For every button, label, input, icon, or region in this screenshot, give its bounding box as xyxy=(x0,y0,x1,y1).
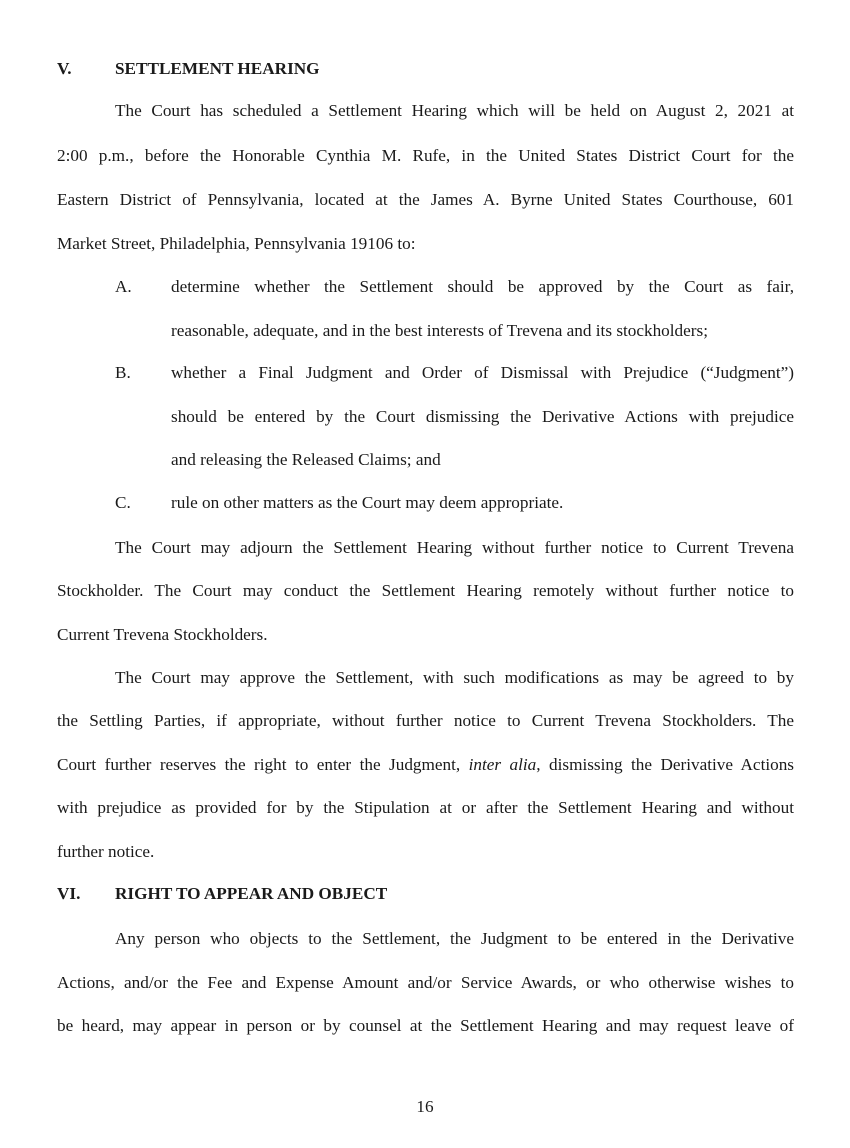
approve-paragraph-line: The Court may approve the Settlement, with such modifications as may be agreed to by xyxy=(115,668,794,687)
list-item-letter: C. xyxy=(115,493,131,512)
list-item-letter: B. xyxy=(115,363,131,382)
approve-paragraph-line xyxy=(57,755,794,775)
inter-alia-italic: inter alia xyxy=(468,755,537,774)
approve-paragraph-line: further notice. xyxy=(57,842,155,861)
section-title: SETTLEMENT HEARING xyxy=(115,59,320,78)
page-number: 16 xyxy=(416,1097,434,1116)
list-item-line: should be entered by the Court dismissing the Derivative Actions with prejudice xyxy=(171,407,794,426)
hearing-paragraph-line: 2:00 p.m., before the Honorable Cynthia M. Rufe, in the United States District Court for the xyxy=(57,146,794,165)
list-item-line: rule on other matters as the Court may deem appropriate. xyxy=(171,493,564,512)
approve-paragraph-line: the Settling Parties, if appropriate, without further notice to Current Trevena Stockholders. The xyxy=(57,711,794,730)
hearing-paragraph-line: The Court has scheduled a Settlement Hearing which will be held on August 2, 2021 at xyxy=(115,101,794,120)
adjourn-paragraph-line: Stockholder. The Court may conduct the Settlement Hearing remotely without further notice to xyxy=(57,581,794,600)
approve-text-before: Court further reserves the right to enter the Judgment, xyxy=(57,755,469,774)
section-number: V. xyxy=(57,59,72,78)
section-heading-v xyxy=(57,59,320,79)
list-item-line: reasonable, adequate, and in the best interests of Trevena and its stockholders; xyxy=(171,321,708,340)
object-paragraph-line: Any person who objects to the Settlement, the Judgment to be entered in the Derivative xyxy=(115,929,794,948)
list-item-line: and releasing the Released Claims; and xyxy=(171,450,441,469)
list-item-line: whether a Final Judgment and Order of Dismissal with Prejudice (“Judgment”) xyxy=(171,363,794,382)
list-item-letter: A. xyxy=(115,277,132,296)
approve-paragraph-line: with prejudice as provided for by the Stipulation at or after the Settlement Hearing and without xyxy=(57,798,794,817)
object-paragraph-line: be heard, may appear in person or by counsel at the Settlement Hearing and may request leave of xyxy=(57,1016,794,1035)
hearing-paragraph-line: Market Street, Philadelphia, Pennsylvania 19106 to: xyxy=(57,234,416,253)
section-heading-vi xyxy=(57,884,387,904)
approve-text-after: , dismissing the Derivative Actions xyxy=(536,755,794,774)
adjourn-paragraph-line: Current Trevena Stockholders. xyxy=(57,625,268,644)
section-title: RIGHT TO APPEAR AND OBJECT xyxy=(115,884,388,903)
list-item-line: determine whether the Settlement should be approved by the Court as fair, xyxy=(171,277,794,296)
section-number: VI. xyxy=(57,884,81,903)
adjourn-paragraph-line: The Court may adjourn the Settlement Hearing without further notice to Current Trevena xyxy=(115,538,794,557)
hearing-paragraph-line: Eastern District of Pennsylvania, located at the James A. Byrne United States Courthouse, 601 xyxy=(57,190,794,209)
object-paragraph-line: Actions, and/or the Fee and Expense Amount and/or Service Awards, or who otherwise wishes to xyxy=(57,973,794,992)
